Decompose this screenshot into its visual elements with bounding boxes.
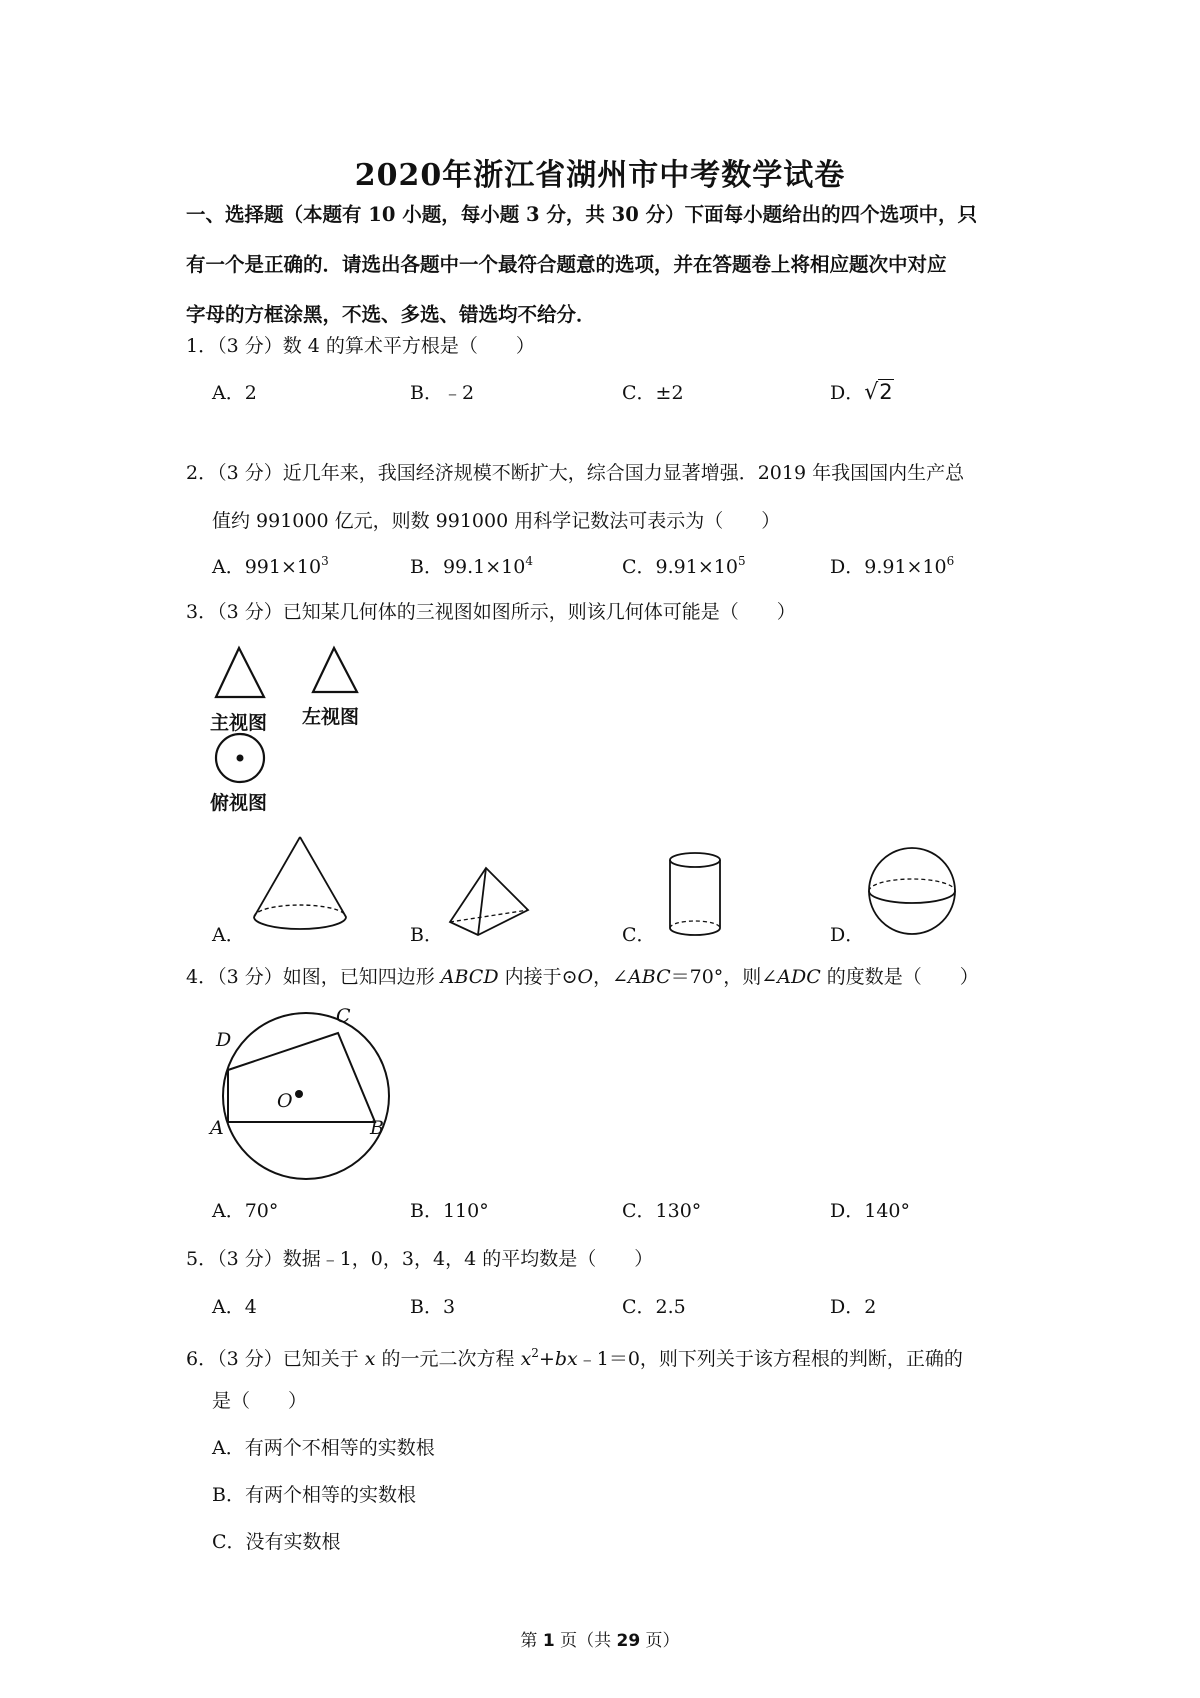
- q1-stem: 1．（3 分）数 4 的算术平方根是（ ）: [186, 335, 535, 357]
- q2-option-d-exp: 6: [946, 554, 955, 568]
- pyramid-figure: [448, 865, 533, 940]
- q6-option-c: C．没有实数根: [212, 1531, 341, 1553]
- page-title: 2020年浙江省湖州市中考数学试卷: [354, 158, 846, 193]
- q6-stem-prefix: 6．（3 分）已知关于: [186, 1348, 365, 1370]
- q5-option-d: D．2: [830, 1296, 877, 1318]
- section-line-2: 有一个是正确的．请选出各题中一个最符合题意的选项，并在答题卷上将相应题次中对应: [186, 253, 947, 276]
- q1-option-d-prefix: D．: [830, 382, 865, 404]
- sqrt-symbol-icon: √: [864, 380, 879, 405]
- footer-pre: 第: [520, 1631, 543, 1651]
- q2-stem-cont: 值约 991000 亿元，则数 991000 用科学记数法可表示为（ ）: [212, 510, 781, 532]
- q4-stem-mid3: ＝70°，则∠: [670, 966, 778, 988]
- q5-option-c: C．2.5: [622, 1296, 686, 1318]
- q2-stem: 2．（3 分）近几年来，我国经济规模不断扩大，综合国力显著增强．2019 年我国国内生产总: [186, 462, 965, 484]
- q4-option-b: B．110°: [410, 1200, 489, 1222]
- q1-option-a: A．2: [212, 382, 257, 404]
- q3-option-c: C．: [622, 924, 656, 946]
- sphere-figure: [866, 845, 958, 937]
- front-view-triangle: [216, 648, 264, 697]
- q1-option-b: B．﹣2: [410, 382, 475, 404]
- q4-option-a: A．70°: [212, 1200, 279, 1222]
- cone-figure: [250, 833, 350, 938]
- top-view-center-dot: [237, 755, 244, 762]
- q6-eq-b: bx: [554, 1348, 578, 1370]
- q5-stem: 5．（3 分）数据﹣1，0，3，4，4 的平均数是（ ）: [186, 1248, 654, 1270]
- top-view-label: 俯视图: [210, 792, 268, 814]
- point-d-label: D: [216, 1029, 232, 1051]
- q3-option-d: D．: [830, 924, 865, 946]
- q4-angle-adc: ADC: [777, 966, 821, 988]
- front-view-label: 主视图: [210, 712, 268, 734]
- left-view-triangle: [313, 648, 357, 692]
- q6-stem-cont: 是（ ）: [212, 1390, 308, 1412]
- footer-total-pages: 29: [616, 1631, 641, 1651]
- quadrilateral-abcd: [228, 1033, 375, 1122]
- footer-post: 页）: [640, 1631, 680, 1651]
- point-a-label: A: [210, 1117, 224, 1139]
- q6-var: x: [364, 1348, 376, 1370]
- point-o-label: O: [277, 1090, 293, 1112]
- q4-stem: [186, 963, 1056, 991]
- point-c-label: C: [336, 1005, 351, 1027]
- q6-eq-x: x: [520, 1348, 532, 1370]
- q6-eq-plus: +: [538, 1348, 555, 1370]
- q6-option-a: A．有两个不相等的实数根: [212, 1437, 435, 1459]
- q4-angle-abc: ABC: [628, 966, 671, 988]
- q6-eq-exp: 2: [531, 1346, 539, 1360]
- section-line-3: 字母的方框涂黑，不选、多选、错选均不给分．: [186, 303, 596, 326]
- q4-stem-prefix: 4．（3 分）如图，已知四边形: [186, 966, 441, 988]
- q3-stem: 3．（3 分）已知某几何体的三视图如图所示，则该几何体可能是（ ）: [186, 601, 796, 623]
- point-b-label: B: [370, 1117, 384, 1139]
- q6-option-b: B．有两个相等的实数根: [212, 1484, 416, 1506]
- q5-option-b: B．3: [410, 1296, 456, 1318]
- q2-option-a-exp: 3: [321, 554, 329, 568]
- q2-option-b-base: B．99.1×10: [410, 556, 526, 578]
- q4-stem-mid: 内接于: [498, 966, 562, 988]
- footer-mid: 页（共: [554, 1631, 617, 1651]
- left-view-label: 左视图: [302, 706, 360, 728]
- section-instructions: [186, 190, 1046, 340]
- cylinder-figure: [665, 850, 725, 940]
- q5-option-a: A．4: [212, 1296, 257, 1318]
- q6-stem: [186, 1339, 1056, 1373]
- q2-option-a-base: A．991×10: [212, 556, 322, 578]
- q2-option-c-base: C．9.91×10: [622, 556, 738, 578]
- q1-option-d-radicand: 2: [879, 380, 893, 404]
- q4-option-d: D．140°: [830, 1200, 910, 1222]
- q2-option-c: [622, 552, 746, 579]
- q2-option-b-exp: 4: [525, 554, 534, 568]
- q3-option-a: A．: [212, 924, 245, 946]
- q3-option-b: B．: [410, 924, 443, 946]
- q2-option-d: [830, 552, 954, 579]
- q4-stem-end: 的度数是（ ）: [820, 966, 979, 988]
- q4-option-c: C．130°: [622, 1200, 702, 1222]
- q2-option-a: [212, 552, 329, 579]
- q2-option-b: [410, 552, 533, 579]
- q6-stem-mid: 的一元二次方程: [375, 1348, 521, 1370]
- page-footer: [0, 1626, 1200, 1651]
- q1-option-c: C．±2: [622, 382, 684, 404]
- q4-shape: ABCD: [440, 966, 499, 988]
- center-o-dot: [295, 1090, 303, 1098]
- cyclic-quadrilateral-figure: [210, 1008, 410, 1183]
- q4-stem-mid2: ，∠: [593, 966, 629, 988]
- q2-option-c-exp: 5: [737, 554, 746, 568]
- footer-page-number: 1: [542, 1631, 555, 1651]
- q4-circle: ⊙O: [561, 966, 594, 988]
- q6-eq-rest: ﹣1＝0，则下列关于该方程根的判断，正确的: [577, 1348, 963, 1370]
- section-line-1: 一、选择题（本题有 10 小题，每小题 3 分，共 30 分）下面每小题给出的四个选项中，只: [186, 203, 978, 226]
- q1-option-d: [830, 378, 894, 405]
- q2-option-d-base: D．9.91×10: [830, 556, 947, 578]
